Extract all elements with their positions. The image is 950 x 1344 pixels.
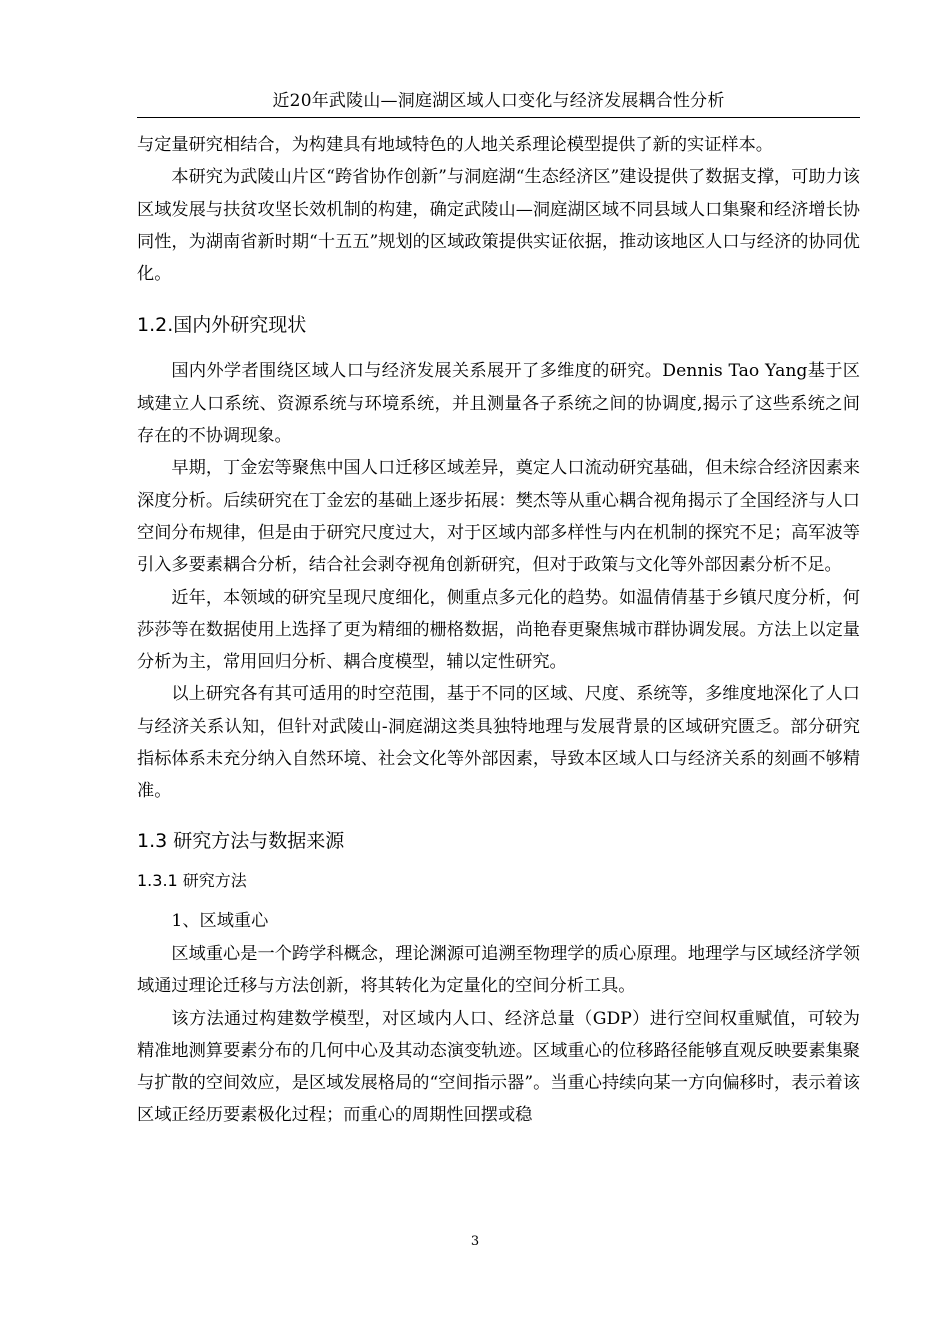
running-header: 近20年武陵山—洞庭湖区域人口变化与经济发展耦合性分析 [272,91,725,111]
paragraph: 国内外学者围绕区域人口与经济发展关系展开了多维度的研究。Dennis Tao Yang基于区域建立人口系统、资源系统与环境系统，并且测量各子系统之间的协调度,揭示了这些系统之间存在的不协调现象。 [137,361,860,447]
paragraph: 早期，丁金宏等聚焦中国人口迁移区域差异，奠定人口流动研究基础，但未综合经济因素来深度分析。后续研究在丁金宏的基础上逐步拓展：樊杰等从重心耦合视角揭示了全国经济与人口空间分布规律，但是由于研究尺度过大，对于区域内部多样性与内在机制的探究不足；高军波等引入多要素耦合分析，结合社会剥夺视角创新研究，但对于政策与文化等外部因素分析不足。 [137,458,860,576]
paragraph-significance: 本研究为武陵山片区“跨省协作创新”与洞庭湖“生态经济区”建设提供了数据支撑，可助力该区域发展与扶贫攻坚长效机制的构建，确定武陵山—洞庭湖区域不同县域人口集聚和经济增长协同性，为湖南省新时期“十五五”规划的区域政策提供实证依据，推动该地区人口与经济的协同优化。 [137,167,860,285]
page-number: 3 [470,1234,480,1249]
list-item-label: 1、区域重心 [171,910,269,931]
body-content [137,129,860,1132]
paragraph: 近年，本领域的研究呈现尺度细化，侧重点多元化的趋势。如温倩倩基于乡镇尺度分析，何莎莎等在数据使用上选择了更为精细的栅格数据，尚艳春更聚焦城市群协调发展。方法上以定量分析为主，常用回归分析、耦合度模型，辅以定性研究。 [137,587,860,673]
subsection-heading-1-3-1: 1.3.1 研究方法 [137,870,247,890]
section-heading-1-3: 1.3 研究方法与数据来源 [137,829,345,852]
section-heading-1-2: 1.2.国内外研究现状 [137,314,307,337]
paragraph: 以上研究各有其可适用的时空范围，基于不同的区域、尺度、系统等，多维度地深化了人口与经济关系认知，但针对武陵山-洞庭湖这类具独特地理与发展背景的区域研究匮乏。部分研究指标体系未充分纳入自然环境、社会文化等外部因素，导致本区域人口与经济关系的刻画不够精准。 [137,684,860,802]
header-rule [137,117,860,118]
paragraph-continuation: 与定量研究相结合，为构建具有地域特色的人地关系理论模型提供了新的实证样本。 [137,135,773,155]
paragraph: 区域重心是一个跨学科概念，理论渊源可追溯至物理学的质心原理。地理学与区域经济学领域通过理论迁移与方法创新，将其转化为定量化的空间分析工具。 [137,943,860,997]
paragraph: 该方法通过构建数学模型，对区域内人口、经济总量（GDP）进行空间权重赋值，可较为精准地测算要素分布的几何中心及其动态演变轨迹。区域重心的位移路径能够直观反映要素集聚与扩散的空间效应，是区域发展格局的“空间指示器”。当重心持续向某一方向偏移时，表示着该区域正经历要素极化过程；而重心的周期性回摆或稳 [137,1008,860,1126]
